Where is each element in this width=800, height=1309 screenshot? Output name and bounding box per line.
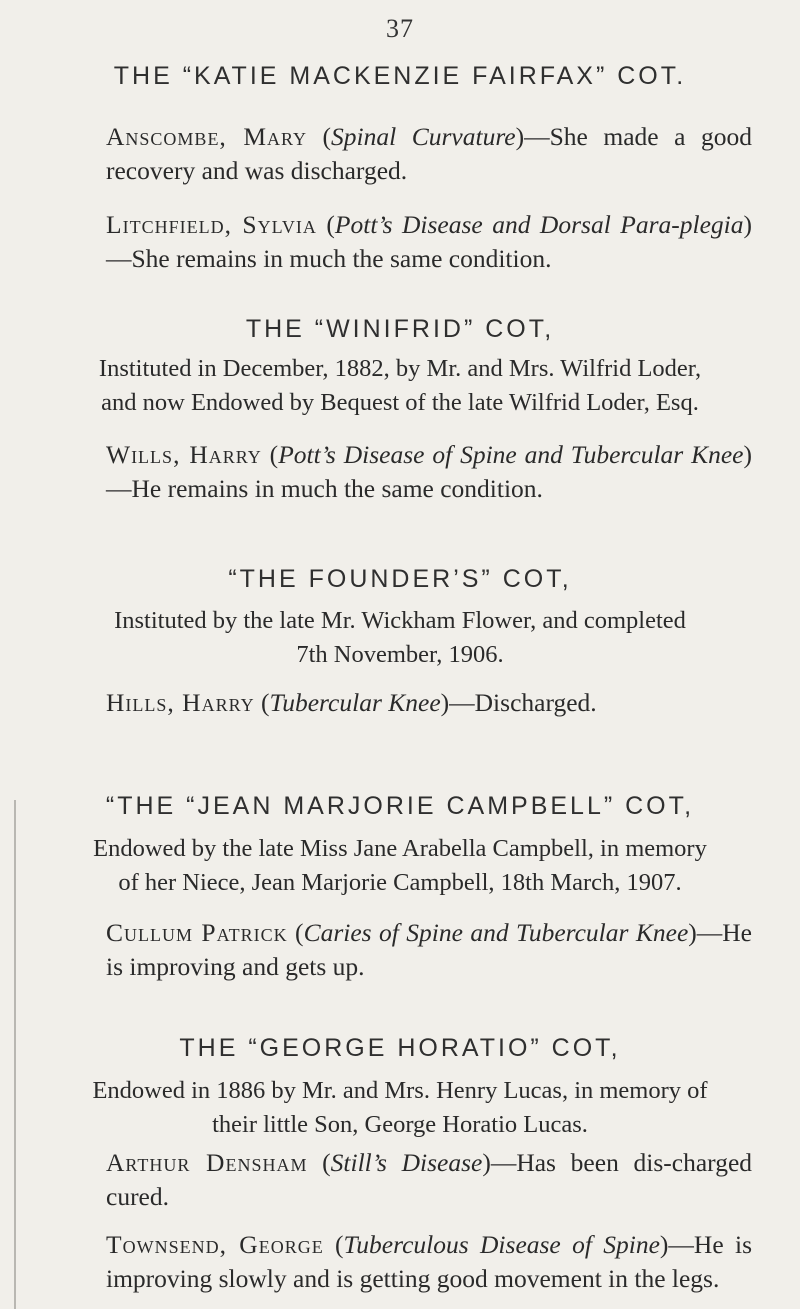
paren-close: )— <box>440 688 475 717</box>
diagnosis: Still’s Disease <box>330 1148 483 1177</box>
condition-note: Discharged. <box>474 688 597 717</box>
institution-line: Instituted by the late Mr. Wickham Flower, and completed <box>114 607 686 634</box>
diagnosis: Pott’s Disease and Dorsal Para-plegia <box>334 210 744 239</box>
institution-line: their little Son, George Horatio Lucas. <box>212 1111 588 1138</box>
patient-name: Anscombe, Mary <box>106 122 308 151</box>
institution-line: and now Endowed by Bequest of the late Wilfrid Loder, Esq. <box>101 389 699 416</box>
institution-line: Endowed in 1886 by Mr. and Mrs. Henry Lucas, in memory of <box>92 1077 708 1104</box>
entry-arthur-densham <box>106 1146 752 1214</box>
patient-name: Cullum Patrick <box>106 918 288 947</box>
diagnosis: Tuberculous Disease of Spine <box>343 1230 660 1259</box>
section-heading-george-horatio: THE “GEORGE HORATIO” COT, <box>179 1034 621 1062</box>
patient-name: Litchfield, Sylvia <box>106 210 317 239</box>
paren-open: ( <box>316 210 335 239</box>
page-number: 37 <box>386 14 414 43</box>
entry-wills <box>106 438 752 506</box>
paren-close: )— <box>106 440 752 503</box>
institution-line: 7th November, 1906. <box>296 641 504 668</box>
patient-name: Wills, Harry <box>106 440 262 469</box>
entry-hills <box>106 686 752 720</box>
paren-open: ( <box>307 122 332 151</box>
patient-name: Hills, Harry <box>106 688 255 717</box>
condition-note: He is improving and gets up. <box>106 918 752 981</box>
paren-open: ( <box>323 1230 344 1259</box>
paren-close: )— <box>659 1230 694 1259</box>
diagnosis: Caries of Spine and Tubercular Knee <box>303 918 689 947</box>
paren-close: )— <box>515 122 550 151</box>
section-heading-founders: “THE FOUNDER’S” COT, <box>228 565 572 593</box>
entry-cullum <box>106 916 752 984</box>
patient-name: Arthur Densham <box>106 1148 308 1177</box>
patient-name: Townsend, George <box>106 1230 324 1259</box>
institution-line: of her Niece, Jean Marjorie Campbell, 18th March, 1907. <box>118 869 682 896</box>
paren-open: ( <box>261 440 279 469</box>
paren-close: )— <box>106 210 752 273</box>
paren-close: )— <box>482 1148 517 1177</box>
condition-note: He is improving slowly and is getting good movement in the legs. <box>106 1230 752 1293</box>
entry-anscombe <box>106 120 752 188</box>
diagnosis: Pott’s Disease of Spine and Tubercular Knee <box>278 440 744 469</box>
section-heading-winifrid: THE “WINIFRID” COT, <box>245 315 555 343</box>
institution-line: Instituted in December, 1882, by Mr. and Mrs. Wilfrid Loder, <box>98 355 702 382</box>
entry-litchfield <box>106 208 752 276</box>
condition-note: She remains in much the same condition. <box>131 244 552 273</box>
paren-open: ( <box>307 1148 331 1177</box>
paren-close: )— <box>688 918 723 947</box>
diagnosis: Tubercular Knee <box>269 688 441 717</box>
diagnosis: Spinal Curvature <box>331 122 516 151</box>
section-heading-katie-mackenzie-fairfax: THE “KATIE MACKENZIE FAIRFAX” COT. <box>113 62 687 90</box>
paren-open: ( <box>254 688 270 717</box>
paren-open: ( <box>287 918 304 947</box>
section-heading-jean-marjorie-campbell: “THE “JEAN MARJORIE CAMPBELL” COT, <box>105 792 695 820</box>
entry-townsend <box>106 1228 752 1296</box>
institution-line: Endowed by the late Miss Jane Arabella Campbell, in memory <box>93 835 707 862</box>
condition-note: He remains in much the same condition. <box>131 474 543 503</box>
condition-note: Has been dis-charged cured. <box>106 1148 753 1211</box>
condition-note: She made a good recovery and was discharged. <box>106 122 752 185</box>
